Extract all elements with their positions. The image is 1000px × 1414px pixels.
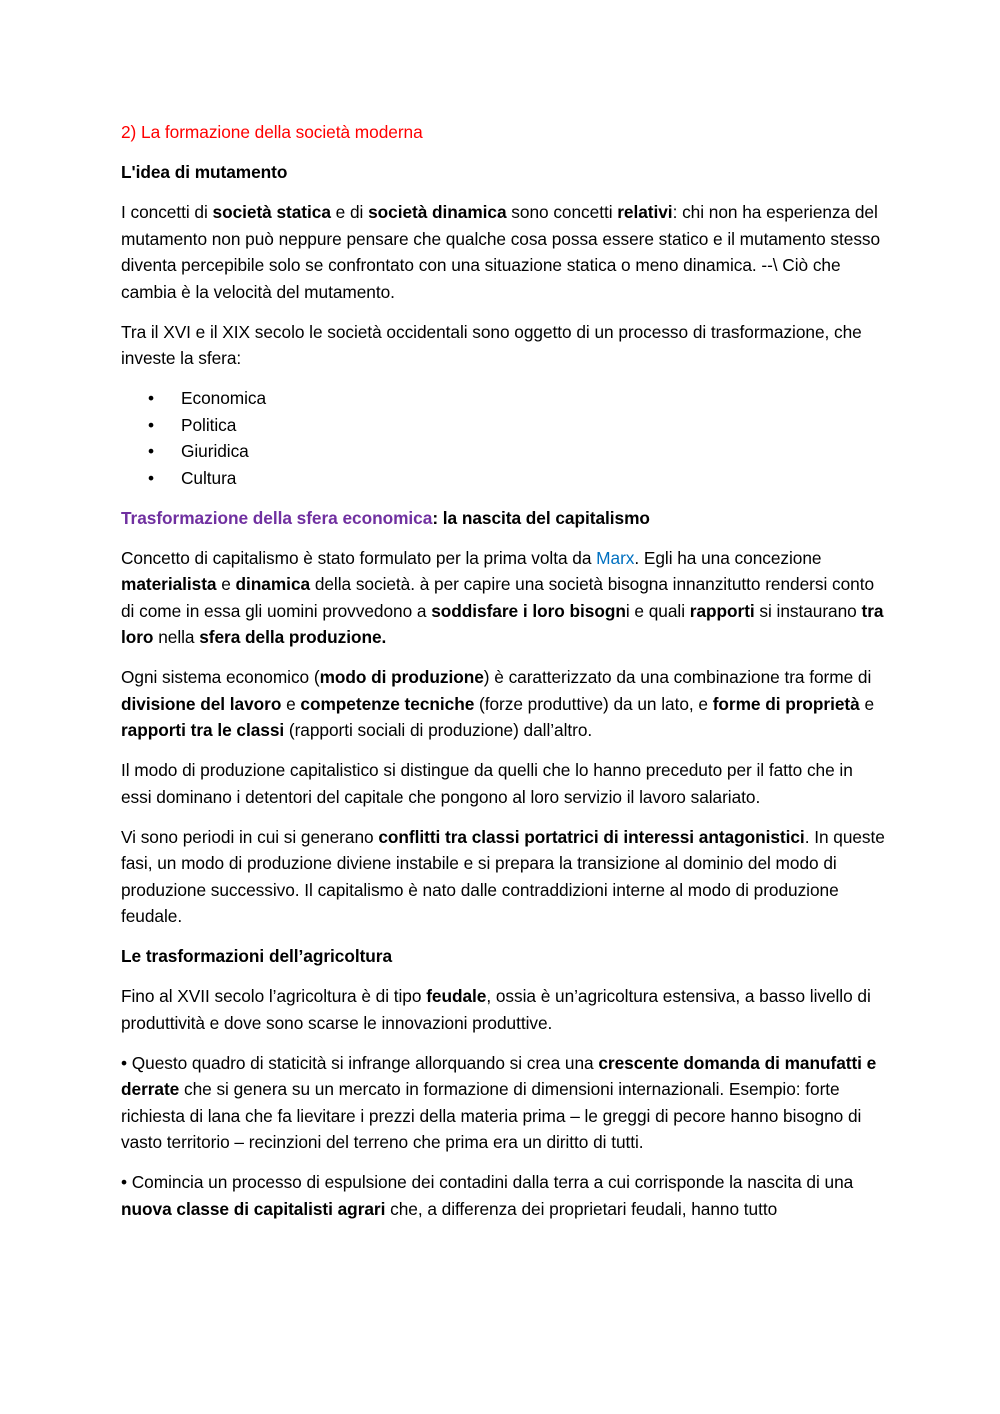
text-run: (forze produttive) da un lato, e (474, 693, 713, 714)
bullet-icon: • (148, 441, 155, 461)
text-run: ) è caratterizzato da una combinazione tra forme di (483, 667, 872, 687)
bold-run: materialista (121, 574, 217, 594)
bold-run: conflitti tra classi portatrici di interessi antagonistici (378, 826, 805, 847)
bold-run: società statica (212, 202, 331, 222)
text-run: . In queste fasi, un modo di produzione diviene instabile e si prepara la transizione al dominio del modo di produzione successivo. Il capitalismo è nato dalle contraddizioni interne al modo di produzione feudale. (121, 826, 885, 926)
list-item (121, 465, 886, 492)
heading-text: Le trasformazioni dell’agricoltura (121, 946, 393, 966)
list-item-label: Politica (181, 414, 237, 435)
bold-run: crescente domanda di manufatti e derrate (121, 1052, 877, 1099)
spheres-list (121, 385, 886, 491)
text-run: e di (330, 202, 369, 222)
bold-run: forme di proprietà (712, 693, 860, 714)
heading-agricoltura (121, 943, 886, 970)
heading-purple-part: Trasformazione della sfera economica (121, 507, 433, 528)
text-run: (rapporti sociali di produzione) dall’altro. (284, 720, 593, 740)
bullet-icon: • (148, 467, 155, 488)
bold-run: società dinamica (368, 202, 507, 222)
marx-link[interactable]: Marx (596, 547, 635, 568)
text-run: Fino al XVII secolo l’agricoltura è di tipo (121, 986, 427, 1006)
bold-run: sfera della produzione. (199, 627, 387, 647)
heading-sfera-economica (121, 505, 886, 532)
text-run: • Questo quadro di staticità si infrange allorquando si crea una (121, 1052, 599, 1073)
text-run: e (281, 693, 301, 714)
paragraph-espulsione-contadini (121, 1169, 886, 1222)
list-item-label: Cultura (181, 467, 237, 488)
text-run: Vi sono periodi in cui si generano (121, 826, 379, 847)
paragraph-modo-capitalistico: Il modo di produzione capitalistico si distingue da quelli che lo hanno preceduto per il fatto che in essi dominano i detentori del capitale che pongono al loro servizio il lavoro salariato. (121, 760, 853, 807)
text-run: della società. à per capire una società bisogna innanzitutto rendersi conto di come in essa gli uomini provvedono a (121, 574, 875, 621)
list-item (121, 438, 886, 465)
paragraph-capitalismo-marx (121, 545, 886, 651)
text-run: i e quali (625, 600, 690, 621)
bold-run: divisione del lavoro (121, 693, 282, 714)
list-item-label: Giuridica (181, 441, 249, 461)
text-run: e (216, 574, 236, 594)
heading-text: L'idea di mutamento (121, 162, 288, 182)
text-run: . Egli ha una concezione (634, 547, 822, 568)
bold-run: dinamica (235, 574, 311, 594)
paragraph-domanda-manufatti (121, 1050, 886, 1156)
paragraph-conflitti (121, 824, 886, 930)
bold-run: feudale (426, 986, 487, 1006)
list-item (121, 412, 886, 439)
section-title: 2) La formazione della società moderna (121, 122, 423, 142)
text-run: Concetto di capitalismo è stato formulato per la prima volta da (121, 547, 597, 568)
bold-run: relativi (617, 202, 673, 222)
text-run: Ogni sistema economico ( (121, 667, 320, 687)
bold-run: rapporti (689, 600, 755, 621)
paragraph-trasformazione: Tra il XVI e il XIX secolo le società occidentali sono oggetto di un processo di trasformazione, che investe la sfera: (121, 321, 862, 368)
bold-run: nuova classe di capitalisti agrari (121, 1198, 386, 1219)
list-item (121, 385, 886, 412)
text-run: che, a differenza dei proprietari feudali, hanno tutto (385, 1198, 778, 1219)
list-item-label: Economica (181, 388, 267, 408)
text-run: , ossia è un’agricoltura estensiva, a basso livello di produttività e dove sono scarse le innovazioni produttive. (121, 986, 871, 1033)
text-run: e (859, 693, 875, 714)
text-run: che si genera su un mercato in formazione di dimensioni internazionali. Esempio: forte richiesta di lana che fa lievitare i prezzi della materia prima – le greggi di pecore hanno bisogno di vasto territorio – recinzioni del terreno che prima era un diritto di tutti. (121, 1079, 862, 1152)
paragraph-agricoltura-feudale (121, 983, 886, 1036)
text-run: • Comincia un processo di espulsione dei contadini dalla terra a cui corrisponde la nascita di una (121, 1172, 854, 1192)
text-run: si instaurano (754, 600, 862, 621)
heading-idea-di-mutamento (121, 159, 886, 186)
bold-run: competenze tecniche (300, 693, 475, 714)
bullet-icon: • (148, 388, 155, 408)
bold-run: modo di produzione (319, 667, 484, 687)
bullet-icon: • (148, 414, 155, 435)
bold-run: soddisfare i loro bisogn (431, 600, 626, 621)
document-body (121, 119, 886, 1236)
text-run: I concetti di (121, 202, 213, 222)
paragraph-sistema-economico (121, 664, 886, 744)
text-run: sono concetti (506, 202, 618, 222)
bold-run: rapporti tra le classi (121, 720, 285, 740)
bold-run: tra loro (121, 600, 884, 647)
paragraph-concetti-relativi (121, 199, 886, 305)
heading-rest: : la nascita del capitalismo (432, 507, 650, 528)
text-run: : chi non ha esperienza del mutamento non può neppure pensare che qualche cosa possa essere statico e il mutamento stesso diventa percepibile solo se confrontato con una situazione statica o meno dinamica. --\ Ciò che cambia è la velocità del mutamento. (121, 202, 881, 302)
text-run: nella (153, 627, 200, 647)
